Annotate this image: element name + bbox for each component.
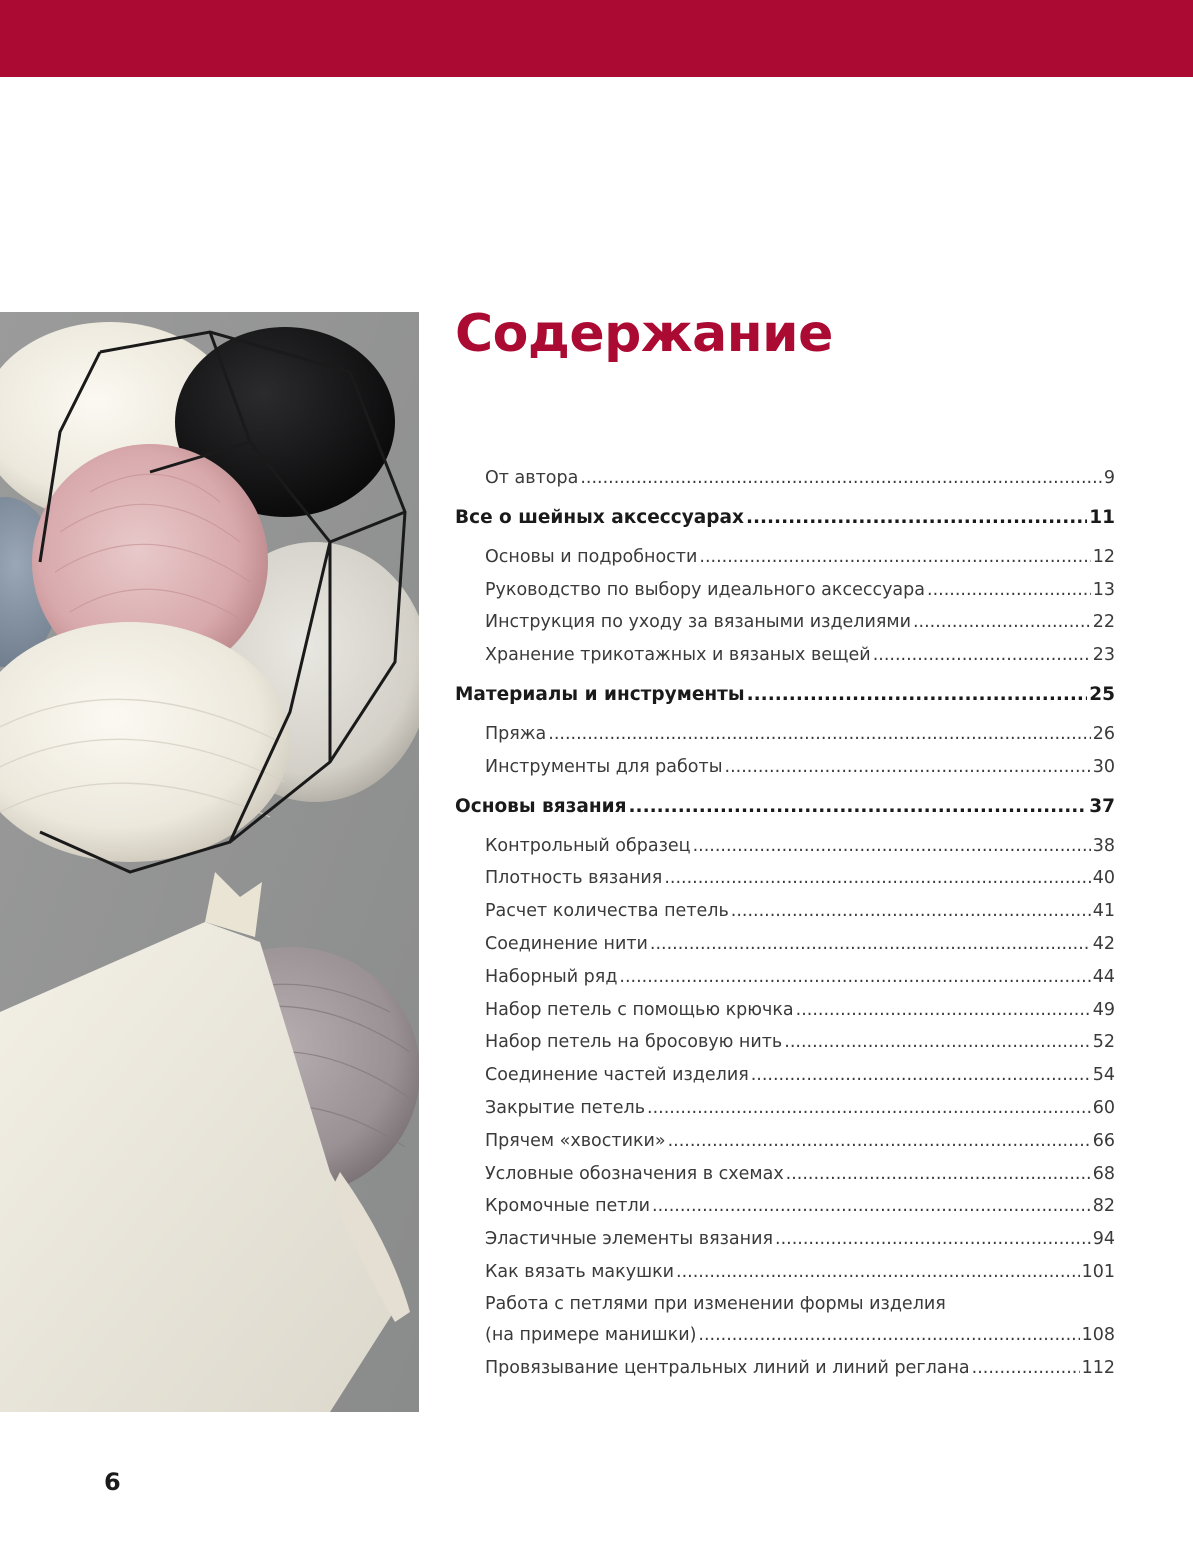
leader-dots (927, 574, 1091, 607)
toc-entry-label: Расчет количества петель (485, 901, 729, 922)
toc-entry-label: Хранение трикотажных и вязаных вещей (485, 645, 871, 666)
leader-dots (548, 718, 1090, 751)
table-of-contents (455, 462, 1115, 1384)
toc-entry-page: 66 (1092, 1130, 1115, 1151)
toc-entry[interactable] (455, 1256, 1115, 1289)
toc-entry-page: 41 (1092, 901, 1115, 922)
toc-entry-page: 60 (1092, 1097, 1115, 1118)
toc-entry-page: 26 (1092, 723, 1115, 744)
toc-entry-label: Закрытие петель (485, 1097, 646, 1118)
toc-entry-label: Эластичные элементы вязания (485, 1229, 773, 1250)
toc-entry[interactable] (455, 541, 1115, 574)
toc-entry-page: 23 (1092, 645, 1115, 666)
toc-entry[interactable] (455, 928, 1115, 961)
yarn-photo (0, 312, 419, 1412)
page-title: Содержание (455, 304, 833, 364)
leader-dots (796, 994, 1091, 1027)
toc-entry-label: Прячем «хвостики» (485, 1130, 666, 1151)
toc-entry-page: 42 (1092, 933, 1115, 954)
toc-entry-label: Руководство по выбору идеального аксессуара (485, 579, 925, 600)
toc-entry[interactable] (455, 639, 1115, 672)
toc-entry-page: 44 (1092, 966, 1115, 987)
leader-dots (746, 501, 1087, 535)
leader-dots (619, 961, 1090, 994)
toc-entry-page: 38 (1092, 835, 1115, 856)
toc-entry[interactable] (455, 1125, 1115, 1158)
toc-entry-label: Набор петель с помощью крючка (485, 999, 794, 1020)
toc-entry[interactable] (455, 1026, 1115, 1059)
leader-dots (873, 639, 1091, 672)
toc-entry-page: 49 (1092, 999, 1115, 1020)
toc-entry-page: 9 (1103, 468, 1115, 488)
toc-entry[interactable] (455, 1190, 1115, 1223)
toc-entry-page: 12 (1092, 546, 1115, 567)
toc-section-accessories[interactable] (455, 501, 1115, 535)
leader-dots (580, 462, 1102, 495)
toc-entry[interactable] (455, 961, 1115, 994)
toc-section-materials[interactable] (455, 678, 1115, 712)
toc-entry-page: 94 (1092, 1229, 1115, 1250)
toc-entry-page: 54 (1092, 1065, 1115, 1086)
toc-entry-page: 68 (1092, 1163, 1115, 1184)
leader-dots (676, 1256, 1080, 1289)
toc-entry-label: Контрольный образец (485, 835, 691, 856)
toc-entry[interactable] (455, 574, 1115, 607)
toc-entry[interactable] (455, 606, 1115, 639)
toc-entry-page: 101 (1081, 1261, 1115, 1282)
toc-entry-label: Инструкция по уходу за вязаными изделиями (485, 612, 911, 633)
leader-dots (731, 895, 1091, 928)
toc-section-page: 11 (1089, 506, 1115, 528)
toc-entry-page: 22 (1092, 612, 1115, 633)
toc-section-label: Материалы и инструменты (455, 683, 745, 705)
leader-dots (751, 1059, 1091, 1092)
toc-entry[interactable] (455, 1059, 1115, 1092)
toc-entry-label: Соединение частей изделия (485, 1065, 749, 1086)
toc-entry-page: 40 (1092, 868, 1115, 889)
toc-entry-label: Набор петель на бросовую нить (485, 1032, 783, 1053)
leader-dots (629, 790, 1088, 824)
toc-entry-label: Провязывание центральных линий и линий реглана (485, 1357, 970, 1378)
leader-dots (775, 1223, 1091, 1256)
toc-entry-label: Основы и подробности (485, 546, 698, 567)
toc-entry-label: Пряжа (485, 723, 547, 744)
leader-dots (698, 1319, 1079, 1352)
leader-dots (699, 541, 1090, 574)
toc-section-label: Основы вязания (455, 795, 627, 817)
toc-entry[interactable] (455, 830, 1115, 863)
top-color-bar (0, 0, 1193, 77)
toc-entry-page: 13 (1092, 579, 1115, 600)
toc-entry-label: Соединение нити (485, 933, 648, 954)
toc-entry-label: Наборный ряд (485, 966, 618, 987)
toc-section-page: 25 (1089, 683, 1115, 705)
toc-entry[interactable] (455, 718, 1115, 751)
toc-entry-intro[interactable] (455, 462, 1115, 495)
toc-entry-page: 30 (1092, 756, 1115, 777)
toc-entry-label: Как вязать макушки (485, 1261, 675, 1282)
toc-entry[interactable] (455, 862, 1115, 895)
leader-dots (784, 1026, 1090, 1059)
toc-entry-line2 (485, 1319, 1115, 1352)
toc-entry-page: 112 (1081, 1357, 1115, 1378)
toc-entry[interactable] (455, 994, 1115, 1027)
toc-entry[interactable] (455, 1352, 1115, 1385)
toc-section-label: Все о шейных аксессуарах (455, 506, 744, 528)
toc-entry[interactable] (455, 1223, 1115, 1256)
toc-entry-label: Кромочные петли (485, 1196, 651, 1217)
toc-entry[interactable] (455, 751, 1115, 784)
toc-entry-label: От автора (485, 468, 579, 488)
toc-entry-label: Плотность вязания (485, 868, 663, 889)
leader-dots (647, 1092, 1091, 1125)
toc-entry[interactable] (455, 1158, 1115, 1191)
leader-dots (725, 751, 1091, 784)
toc-entry-label: Условные обозначения в схемах (485, 1163, 784, 1184)
leader-dots (747, 678, 1088, 712)
toc-entry[interactable] (455, 895, 1115, 928)
leader-dots (786, 1158, 1091, 1191)
toc-entry-multiline[interactable] (455, 1289, 1115, 1352)
leader-dots (693, 830, 1091, 863)
leader-dots (668, 1125, 1091, 1158)
leader-dots (652, 1190, 1091, 1223)
page-number: 6 (104, 1468, 121, 1496)
toc-section-page: 37 (1089, 795, 1115, 817)
toc-entry-label-line2: (на примере манишки) (485, 1324, 697, 1345)
toc-entry-page: 82 (1092, 1196, 1115, 1217)
leader-dots (972, 1352, 1080, 1385)
toc-entry[interactable] (455, 1092, 1115, 1125)
toc-section-basics[interactable] (455, 790, 1115, 824)
toc-entry-page: 52 (1092, 1032, 1115, 1053)
leader-dots (664, 862, 1090, 895)
leader-dots (913, 606, 1091, 639)
toc-entry-page: 108 (1081, 1324, 1115, 1345)
toc-entry-label: Инструменты для работы (485, 756, 723, 777)
toc-entry-label-line1: Работа с петлями при изменении формы изделия (485, 1293, 946, 1314)
leader-dots (650, 928, 1091, 961)
